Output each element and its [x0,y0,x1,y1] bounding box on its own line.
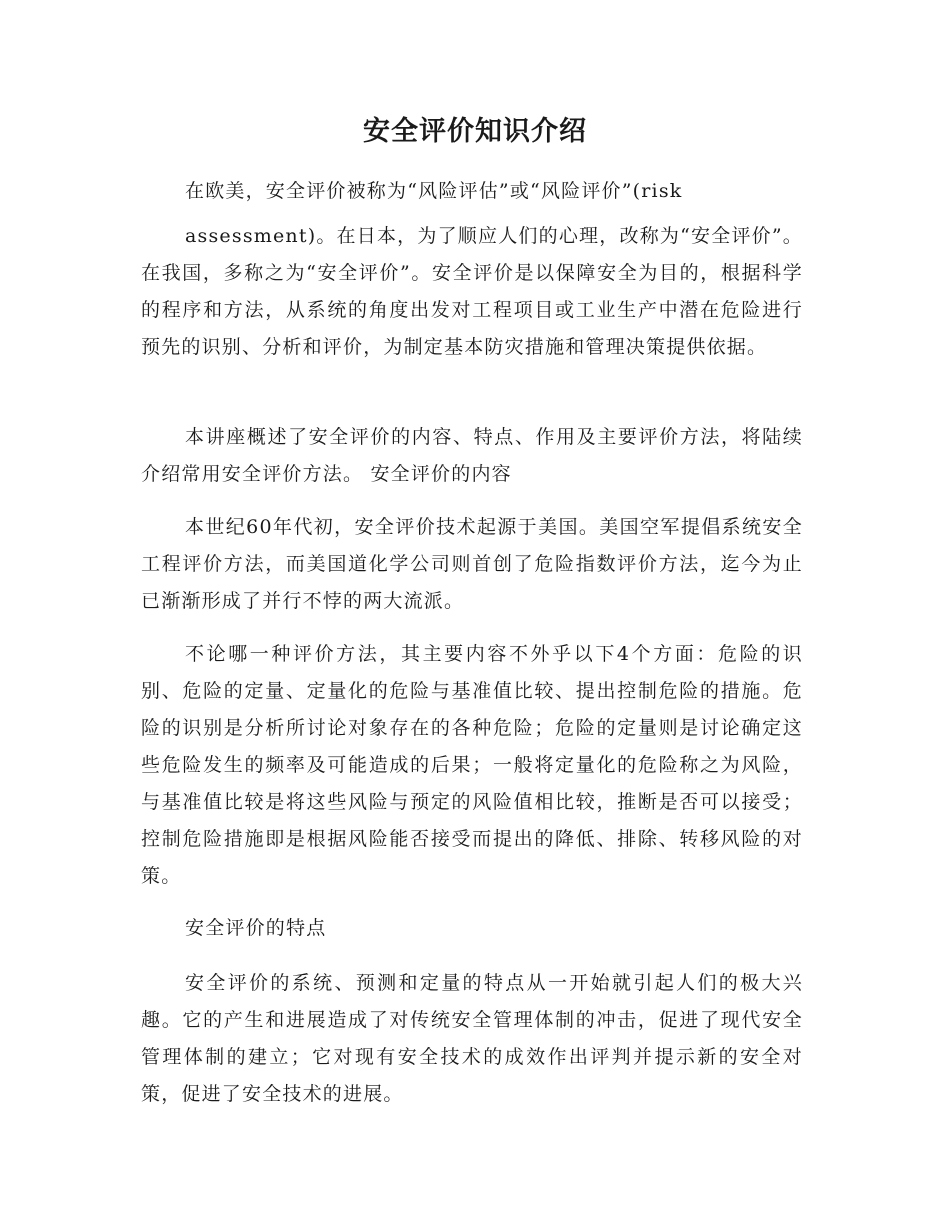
section-heading-features: 安全评价的特点 [185,917,327,939]
paragraph-intro-body: assessment)。在日本，为了顺应人们的心理，改称为“安全评价”。在我国，多称之为“安全评价”。安全评价是以保障安全为目的，根据科学的程序和方法，从系统的角度出发对工程项目或工业生产中潜在危险进行预先的识别、分析和评价，为制定基本防灾措施和管理决策提供依据。 [141,225,803,358]
document-title: 安全评价知识介绍 [363,116,587,147]
paragraph-intro-line: 在欧美，安全评价被称为“风险评估”或“风险评价”(risk [185,180,683,202]
paragraph-features: 安全评价的系统、预测和定量的特点从一开始就引起人们的极大兴趣。它的产生和进展造成了对传统安全管理体制的冲击，促进了现代安全管理体制的建立；它对现有安全技术的成效作出评判并提示新的安全对策，促进了安全技术的进展。 [141,972,803,1105]
paragraph-lecture-overview: 本讲座概述了安全评价的内容、特点、作用及主要评价方法，将陆续介绍常用安全评价方法。 安全评价的内容 [141,426,803,485]
paragraph-origin: 本世纪60年代初，安全评价技术起源于美国。美国空军提倡系统安全工程评价方法，而美国道化学公司则首创了危险指数评价方法，迄今为止已渐渐形成了并行不悖的两大流派。 [141,516,803,612]
paragraph-content: 不论哪一种评价方法，其主要内容不外乎以下4个方面：危险的识别、危险的定量、定量化的危险与基准值比较、提出控制危险的措施。危险的识别是分析所讨论对象存在的各种危险；危险的定量则是讨论确定这些危险发生的频率及可能造成的后果；一般将定量化的危险称之为风险，与基准值比较是将这些风险与预定的风险值相比较，推断是否可以接受；控制危险措施即是根据风险能否接受而提出的降低、排除、转移风险的对策。 [141,643,803,887]
